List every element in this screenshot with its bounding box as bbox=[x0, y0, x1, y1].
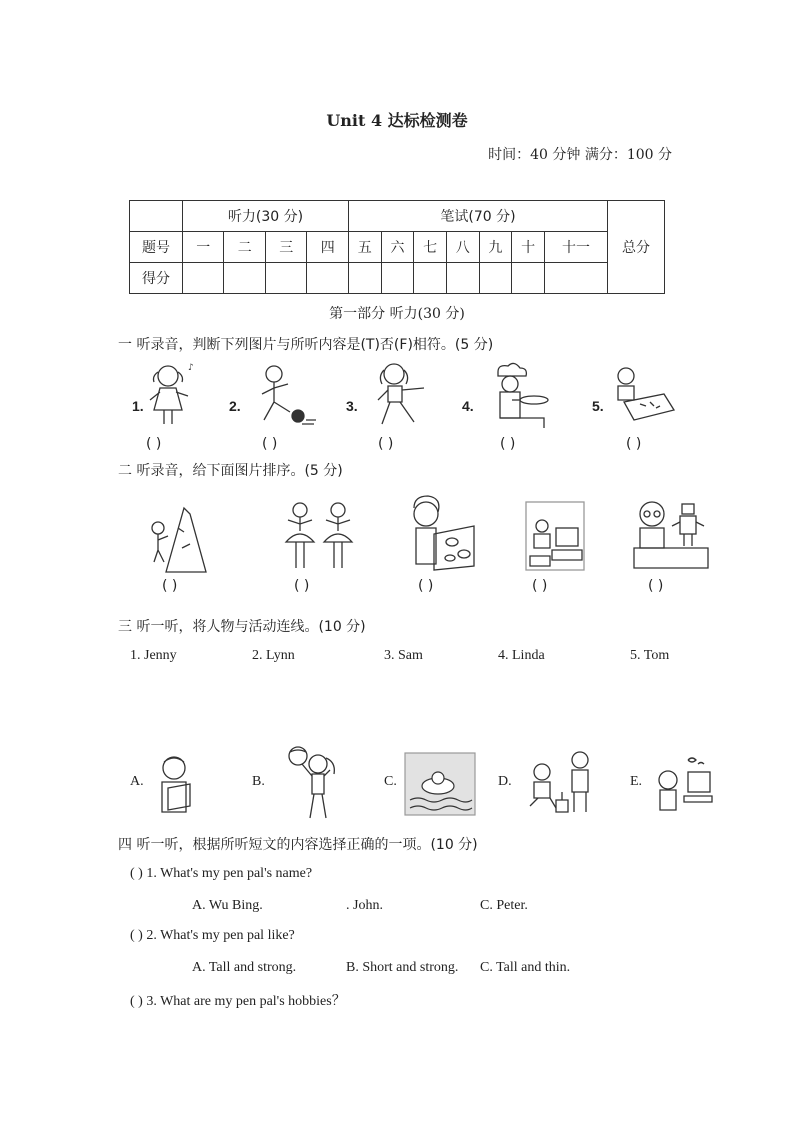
item-number: 5. bbox=[592, 398, 604, 414]
boy-computer-image bbox=[522, 500, 588, 572]
option[interactable]: A. Wu Bing. bbox=[192, 898, 263, 913]
q-number: 三 bbox=[265, 232, 306, 263]
option[interactable]: A. Tall and strong. bbox=[192, 960, 297, 975]
exam-meta: 时间：40 分钟 满分：100 分 bbox=[488, 147, 672, 163]
item-number: 2. bbox=[229, 398, 241, 414]
boy-drawing-image bbox=[610, 362, 680, 428]
girl-singing-image bbox=[144, 360, 204, 428]
score-cell[interactable] bbox=[348, 263, 381, 294]
boy-computer-typing-image bbox=[654, 756, 716, 814]
section-1-title: 一 听录音，判断下列图片与所听内容是(T)否(F)相符。(5 分) bbox=[118, 337, 494, 353]
chef-cooking-image bbox=[484, 362, 554, 430]
question-3[interactable]: ( ) 3. What are my pen pal's hobbies？ bbox=[130, 994, 346, 1009]
person-name: 1. Jenny bbox=[130, 648, 177, 663]
option[interactable]: B. Short and strong. bbox=[346, 960, 459, 975]
writing-header: 笔试(70 分) bbox=[348, 201, 607, 232]
q-number: 九 bbox=[479, 232, 512, 263]
page-title: Unit 4 达标检测卷 bbox=[326, 111, 468, 130]
section-2-title: 二 听录音，给下面图片排序。(5 分) bbox=[118, 463, 343, 479]
score-cell[interactable] bbox=[446, 263, 479, 294]
q-number: 四 bbox=[307, 232, 349, 263]
option[interactable]: C. Peter. bbox=[480, 898, 528, 913]
activity-letter: A. bbox=[130, 774, 144, 789]
activity-letter: E. bbox=[630, 774, 643, 789]
person-name: 5. Tom bbox=[630, 648, 670, 663]
score-cell[interactable] bbox=[479, 263, 512, 294]
boy-football-image bbox=[252, 362, 322, 428]
q-number: 八 bbox=[446, 232, 479, 263]
answer-paren[interactable]: ( ) bbox=[378, 436, 394, 452]
answer-paren[interactable]: ( ) bbox=[500, 436, 516, 452]
person-name: 3. Sam bbox=[384, 648, 423, 663]
q-number: 十 bbox=[512, 232, 545, 263]
person-name: 4. Linda bbox=[498, 648, 545, 663]
item-number: 3. bbox=[346, 398, 358, 414]
girl-kungfu-image bbox=[366, 360, 436, 430]
girl-volleyball-image bbox=[284, 744, 346, 822]
score-cell[interactable] bbox=[183, 263, 224, 294]
answer-paren[interactable]: ( ) bbox=[648, 578, 664, 594]
svg-text:♪: ♪ bbox=[188, 363, 194, 373]
total-header: 总分 bbox=[608, 201, 665, 294]
activity-letter: C. bbox=[384, 774, 397, 789]
girls-planting-image bbox=[524, 750, 600, 816]
score-cell[interactable] bbox=[265, 263, 306, 294]
answer-paren[interactable]: ( ) bbox=[146, 436, 162, 452]
answer-paren[interactable]: ( ) bbox=[626, 436, 642, 452]
answer-paren[interactable]: ( ) bbox=[532, 578, 548, 594]
score-cell[interactable] bbox=[381, 263, 414, 294]
person-name: 2. Lynn bbox=[252, 648, 295, 663]
q-number: 十一 bbox=[545, 232, 608, 263]
girls-dancing-image bbox=[276, 498, 366, 574]
part-one-title: 第一部分 听力(30 分) bbox=[329, 306, 465, 322]
item-number: 4. bbox=[462, 398, 474, 414]
question-2[interactable]: ( ) 2. What's my pen pal like? bbox=[130, 928, 295, 943]
activity-letter: D. bbox=[498, 774, 512, 789]
score-cell[interactable] bbox=[414, 263, 447, 294]
score-row-label: 得分 bbox=[130, 263, 183, 294]
answer-paren[interactable]: ( ) bbox=[162, 578, 178, 594]
q-number: 七 bbox=[414, 232, 447, 263]
answer-paren[interactable]: ( ) bbox=[294, 578, 310, 594]
boy-reading-image bbox=[152, 752, 198, 816]
number-row-label: 题号 bbox=[130, 232, 183, 263]
score-cell[interactable] bbox=[224, 263, 265, 294]
score-cell[interactable] bbox=[307, 263, 349, 294]
activity-letter: B. bbox=[252, 774, 265, 789]
q-number: 六 bbox=[381, 232, 414, 263]
item-number: 1. bbox=[132, 398, 144, 414]
score-cell[interactable] bbox=[512, 263, 545, 294]
boy-climbing-mountain-image bbox=[138, 498, 210, 574]
section-3-title: 三 听一听，将人物与活动连线。(10 分) bbox=[118, 619, 366, 635]
score-table bbox=[129, 200, 665, 294]
question-1[interactable]: ( ) 1. What's my pen pal's name? bbox=[130, 866, 313, 881]
answer-paren[interactable]: ( ) bbox=[418, 578, 434, 594]
girl-collecting-leaves-image bbox=[404, 494, 480, 572]
boy-robot-image bbox=[632, 494, 710, 574]
option[interactable]: C. Tall and thin. bbox=[480, 960, 571, 975]
q-number: 五 bbox=[348, 232, 381, 263]
score-table-corner bbox=[130, 201, 183, 232]
q-number: 一 bbox=[183, 232, 224, 263]
swimming-image bbox=[404, 752, 476, 816]
listening-header: 听力(30 分) bbox=[183, 201, 349, 232]
section-4-title: 四 听一听，根据所听短文的内容选择正确的一项。(10 分) bbox=[118, 837, 478, 853]
score-cell[interactable] bbox=[545, 263, 608, 294]
answer-paren[interactable]: ( ) bbox=[262, 436, 278, 452]
option[interactable]: . John. bbox=[346, 898, 383, 913]
q-number: 二 bbox=[224, 232, 265, 263]
